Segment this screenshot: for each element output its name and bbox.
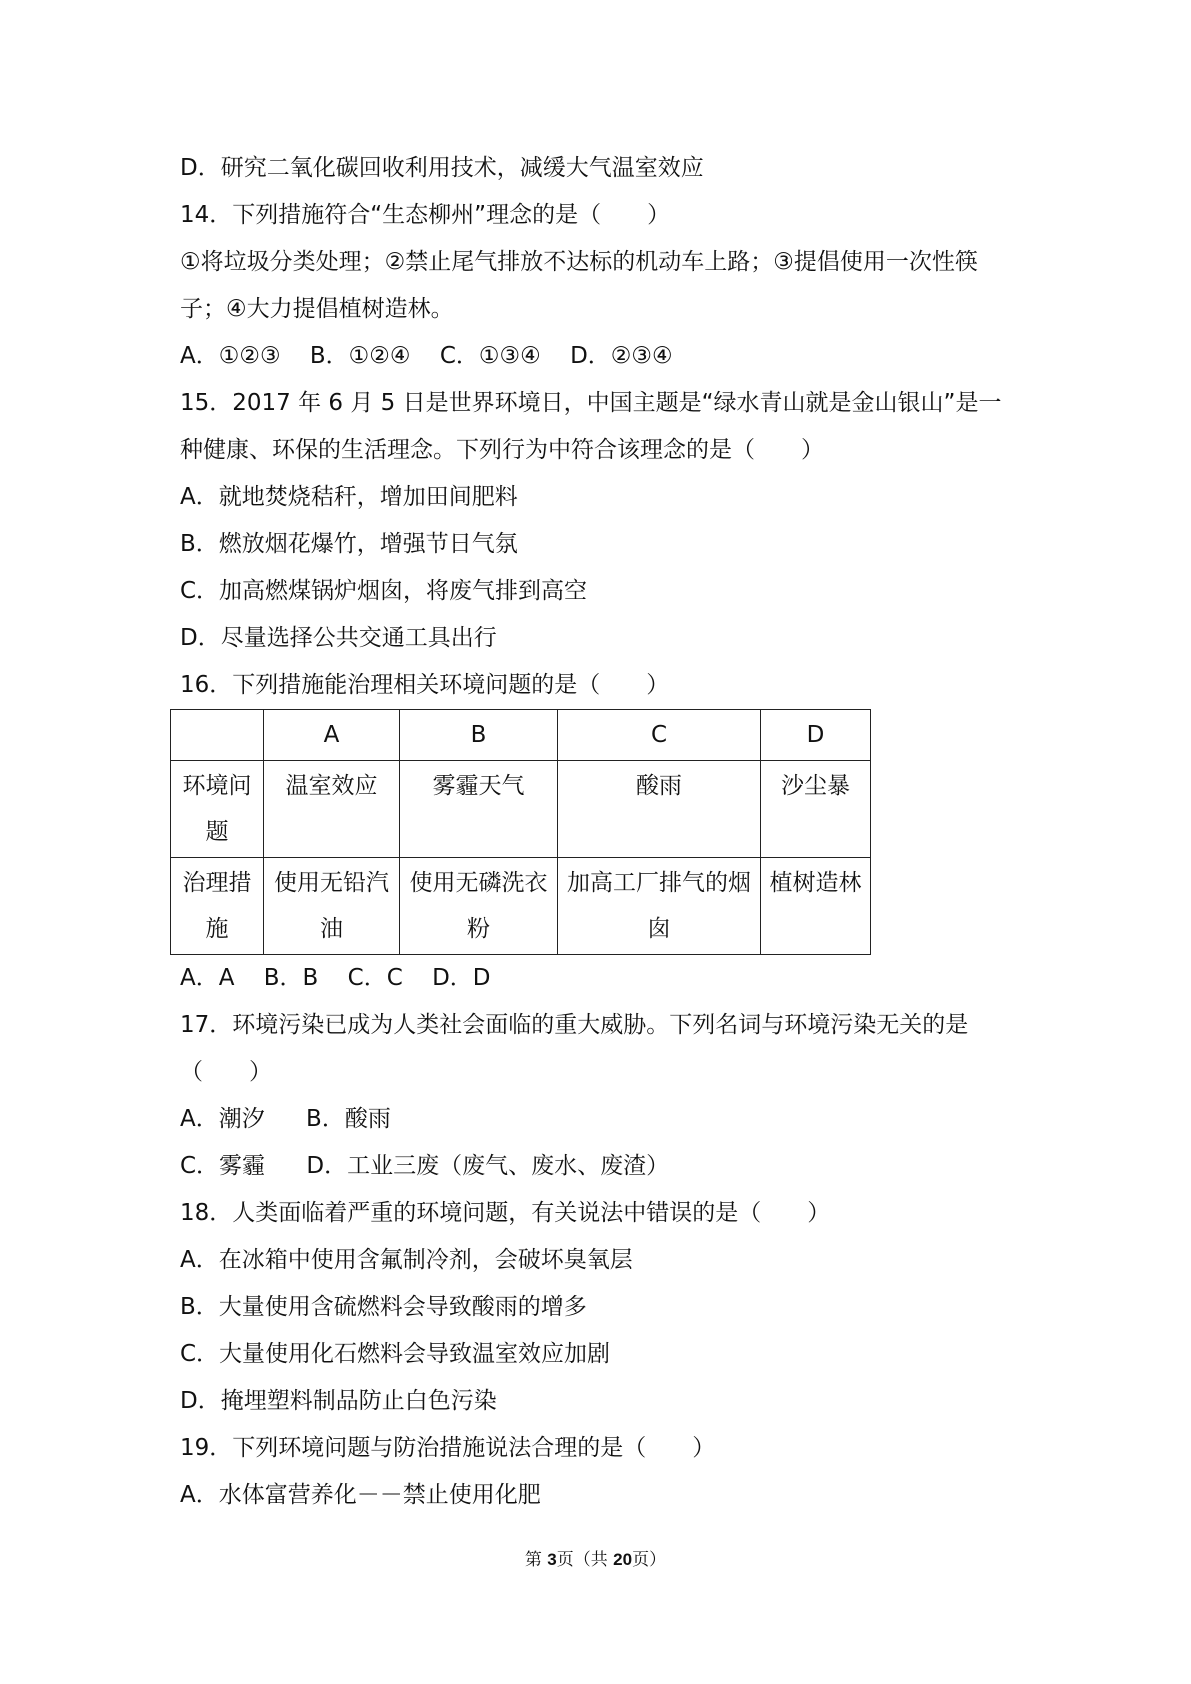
table-cell: 酸雨 — [558, 761, 761, 858]
q17-option-c: C．雾霾 — [180, 1153, 266, 1179]
q14-option-a: A．①②③ — [180, 343, 281, 369]
q18-stem: 18．人类面临着严重的环境问题，有关说法中错误的是（ ） — [180, 1200, 831, 1226]
q14-option-c: C．①③④ — [439, 343, 541, 369]
q15-option-b: B．燃放烟花爆竹，增强节日气氛 — [180, 531, 518, 557]
q15-option-d: D．尽量选择公共交通工具出行 — [180, 625, 497, 651]
q14-option-b: B．①②④ — [309, 343, 411, 369]
q14-option-d: D．②③④ — [570, 343, 673, 369]
q17-stem-line2: （ ） — [180, 1059, 272, 1085]
q14-description-line1: ①将垃圾分类处理；②禁止尾气排放不达标的机动车上路；③提倡使用一次性筷 — [180, 249, 978, 275]
q16-options — [180, 955, 1030, 1002]
table-row — [171, 761, 871, 858]
q18-option-c: C．大量使用化石燃料会导致温室效应加剧 — [180, 1341, 611, 1367]
q17-options-row1 — [180, 1096, 1030, 1143]
q16-option-a: A．A — [180, 965, 235, 991]
q14-description-line2: 子；④大力提倡植树造林。 — [180, 296, 454, 322]
table-cell: 环境问题 — [171, 761, 264, 858]
q15-stem-line2: 种健康、环保的生活理念。下列行为中符合该理念的是（ ） — [180, 437, 824, 463]
q18-option-d: D．掩埋塑料制品防止白色污染 — [180, 1388, 497, 1414]
q18-option-b: B．大量使用含硫燃料会导致酸雨的增多 — [180, 1294, 587, 1320]
table-cell: 雾霾天气 — [400, 761, 558, 858]
q16-stem: 16．下列措施能治理相关环境问题的是（ ） — [180, 672, 670, 698]
q19-option-a: A．水体富营养化－－禁止使用化肥 — [180, 1482, 541, 1508]
table-cell: 使用无铅汽油 — [264, 858, 400, 955]
q17-options-row2 — [180, 1143, 1030, 1190]
table-cell: 使用无磷洗衣粉 — [400, 858, 558, 955]
table-cell: D — [761, 710, 871, 761]
q14-stem: 14．下列措施符合“生态柳州”理念的是（ ） — [180, 202, 671, 228]
table-cell: 植树造林 — [761, 858, 871, 955]
q16-option-d: D．D — [432, 965, 491, 991]
q15-option-a: A．就地焚烧秸秆，增加田间肥料 — [180, 484, 518, 510]
footer-suffix: 页） — [632, 1550, 667, 1570]
table-cell: 温室效应 — [264, 761, 400, 858]
table-header-row — [171, 710, 871, 761]
q13-option-d: D．研究二氧化碳回收利用技术，减缓大气温室效应 — [180, 155, 704, 181]
q15-stem-line1: 15．2017 年 6 月 5 日是世界环境日，中国主题是“绿水青山就是金山银山”是一 — [180, 390, 1002, 416]
exam-content — [180, 145, 1030, 1519]
q17-option-d: D．工业三废（废气、废水、废渣） — [306, 1153, 670, 1179]
q16-table — [170, 709, 871, 955]
table-cell: A — [264, 710, 400, 761]
footer-page-number: 3 — [547, 1550, 557, 1569]
q16-option-b: B．B — [263, 965, 319, 991]
table-cell: B — [400, 710, 558, 761]
page-footer — [0, 1545, 1191, 1570]
footer-prefix: 第 — [524, 1550, 548, 1570]
table-cell — [171, 710, 264, 761]
footer-middle: 页（共 — [556, 1550, 614, 1570]
q17-option-a: A．潮汐 — [180, 1106, 265, 1132]
q16-option-c: C．C — [347, 965, 403, 991]
q17-stem-line1: 17．环境污染已成为人类社会面临的重大威胁。下列名词与环境污染无关的是 — [180, 1012, 969, 1038]
q15-option-c: C．加高燃煤锅炉烟囱，将废气排到高空 — [180, 578, 588, 604]
q19-stem: 19．下列环境问题与防治措施说法合理的是（ ） — [180, 1435, 716, 1461]
table-cell: 治理措施 — [171, 858, 264, 955]
table-cell: 沙尘暴 — [761, 761, 871, 858]
q14-options — [180, 333, 1030, 380]
table-row — [171, 858, 871, 955]
footer-total-pages: 20 — [613, 1550, 633, 1569]
table-cell: C — [558, 710, 761, 761]
q17-option-b: B．酸雨 — [306, 1106, 391, 1132]
q18-option-a: A．在冰箱中使用含氟制冷剂，会破坏臭氧层 — [180, 1247, 633, 1273]
table-cell: 加高工厂排气的烟囱 — [558, 858, 761, 955]
